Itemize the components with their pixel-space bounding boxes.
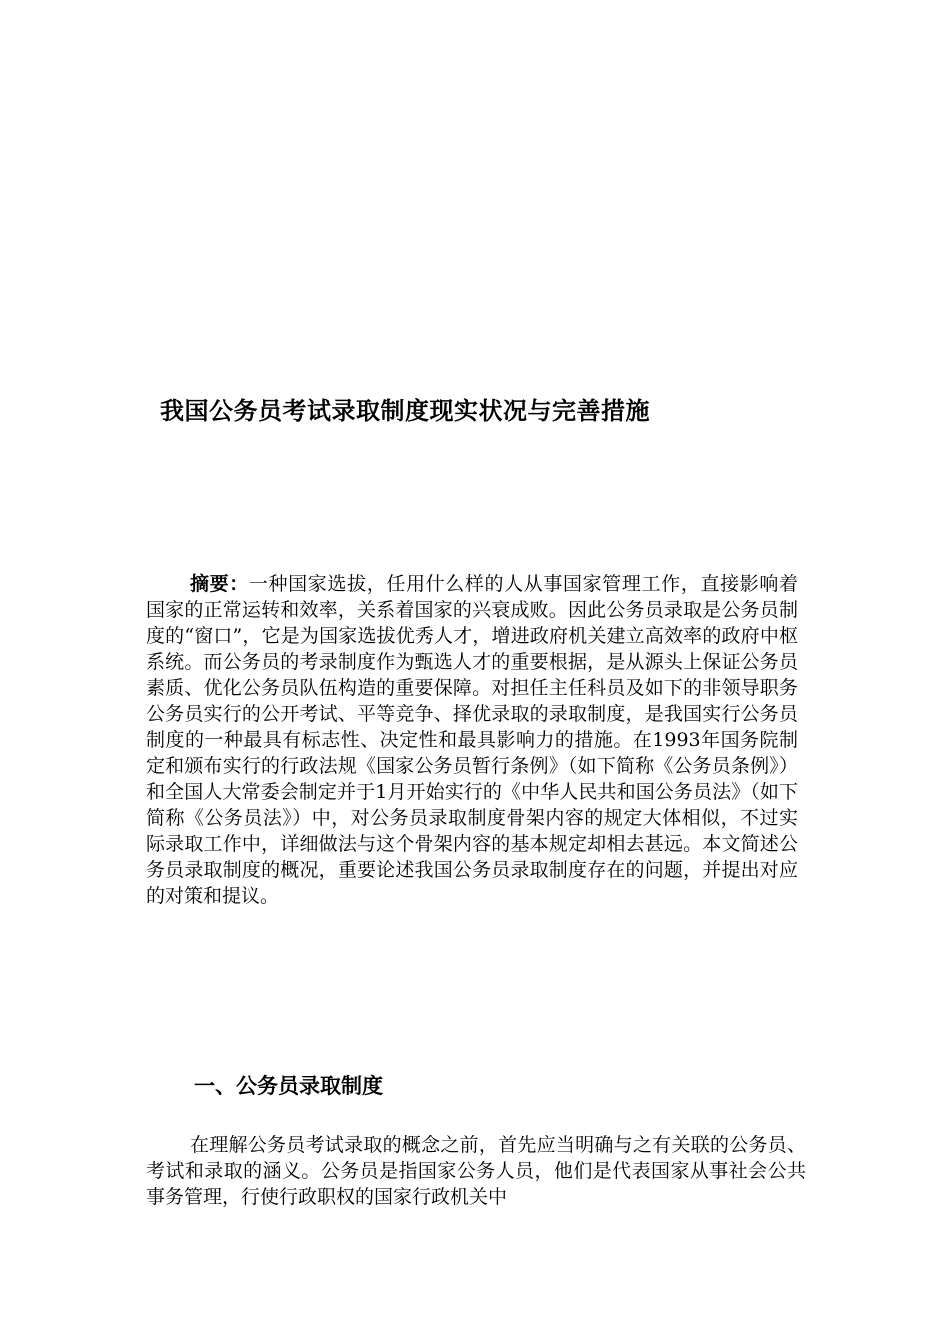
abstract-paragraph [146, 571, 798, 909]
section-heading: 一、公务员录取制度 [194, 1074, 383, 1098]
document-title: 我国公务员考试录取制度现实状况与完善措施 [160, 397, 650, 425]
body-paragraph: 在理解公务员考试录取的概念之前，首先应当明确与之有关联的公务员、考试和录取的涵义。公务员是指国家公务人员，他们是代表国家从事社会公共事务管理，行使行政职权的国家行政机关中 [146, 1134, 806, 1208]
abstract-text: 一种国家选拔，任用什么样的人从事国家管理工作，直接影响着国家的正常运转和效率，关系着国家的兴衰成败。因此公务员录取是公务员制度的“窗口”，它是为国家选拔优秀人才，增进政府机关建立高效率的政府中枢系统。而公务员的考录制度作为甄选人才的重要根据，是从源头上保证公务员素质、优化公务员队伍构造的重要保障。对担任主任科员及如下的非领导职务公务员实行的公开考试、平等竞争、择优录取的录取制度，是我国实行公务员制度的一种最具有标志性、决定性和最具影响力的措施。在1993年国务院制定和颁布实行的行政法规《国家公务员暂行条例》（如下简称《公务员条例》）和全国人大常委会制定并于1月开始实行的《中华人民共和国公务员法》（如下简称《公务员法》）中，对公务员录取制度骨架内容的规定大体相似，不过实际录取工作中，详细做法与这个骨架内容的基本规定却相去甚远。本文简述公务员录取制度的概况，重要论述我国公务员录取制度存在的问题，并提出对应的对策和提议。 [146, 573, 798, 907]
abstract-label: 摘要： [190, 573, 249, 595]
